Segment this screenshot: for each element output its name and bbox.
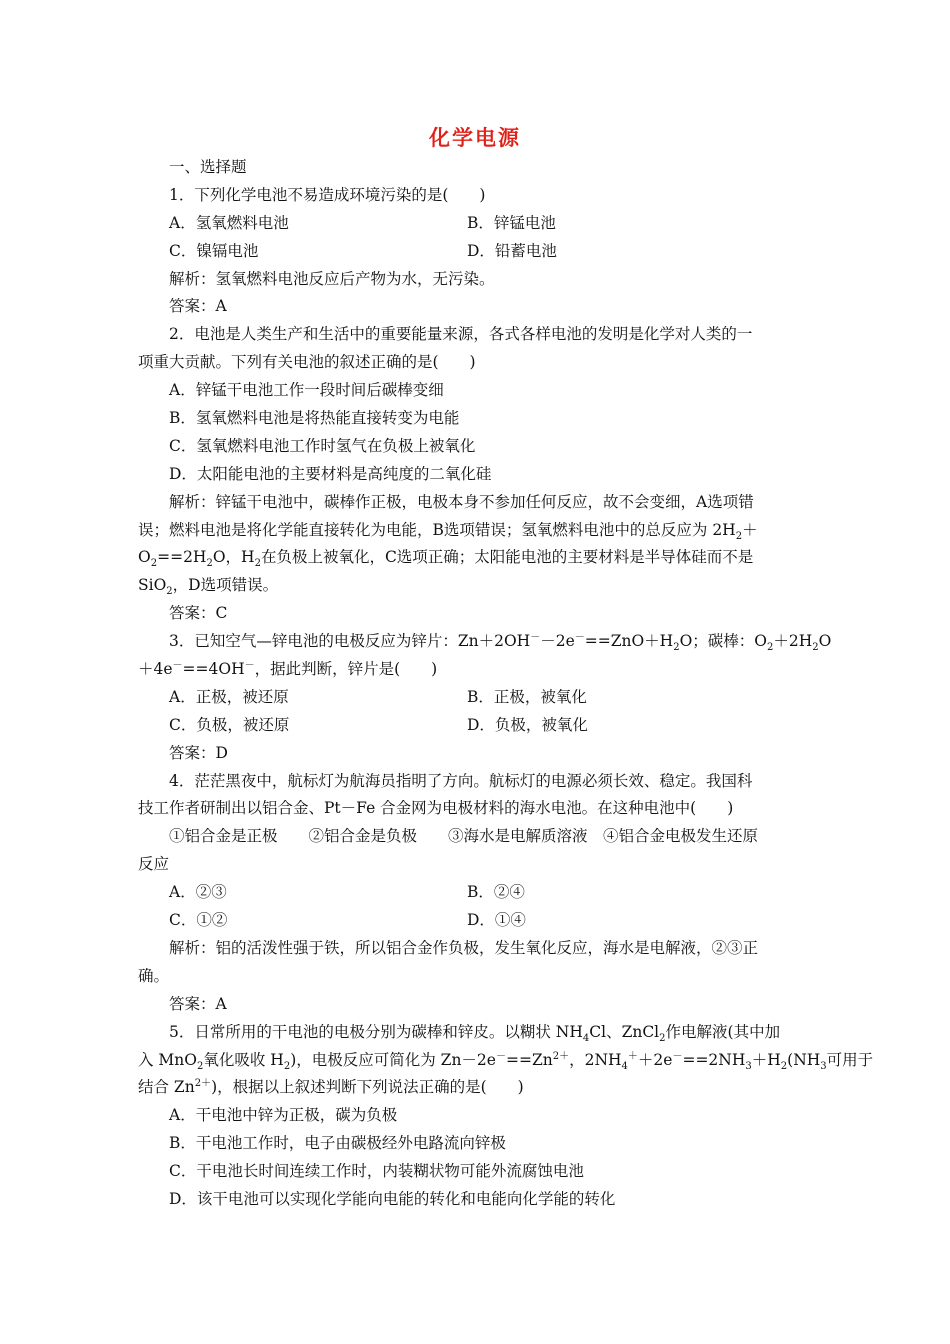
question-2-stem-line-2: 项重大贡献。下列有关电池的叙述正确的是( ) xyxy=(138,353,476,372)
question-2-option-d: D．太阳能电池的主要材料是高纯度的二氧化硅 xyxy=(169,464,492,483)
question-2-option-c: C．氢氧燃料电池工作时氢气在负极上被氧化 xyxy=(169,436,476,455)
question-5-stem-line-3: 结合 $Zn^{2+}$)，根据以上叙述判断下列说法正确的是( ) xyxy=(138,1078,524,1097)
question-5-option-a: A．干电池中锌为正极，碳为负极 xyxy=(169,1106,398,1125)
question-4-options-row-2 xyxy=(138,907,814,935)
question-3-stem-line-1: 3．已知空气—锌电池的电极反应为锌片：$Zn+2OH^--2e^-==ZnO+H_2O$；碳棒：$O_2+2H_2O$ xyxy=(169,631,832,654)
question-1-option-a: A．氢氧燃料电池 xyxy=(169,213,289,232)
question-4-stem-line-1: 4．茫茫黑夜中，航标灯为航海员指明了方向。航标灯的电源必须长效、稳定。我国科 xyxy=(169,771,753,790)
question-2-answer: 答案：C xyxy=(169,604,228,623)
question-2-analysis-line-4: SiO$_2$，D选项错误。 xyxy=(138,576,279,598)
question-2-analysis-line-1: 解析：锌锰干电池中，碳棒作正极，电极本身不参加任何反应，故不会变细，A选项错 xyxy=(169,492,754,511)
question-2-analysis-line-3: $O_2==2H_2O$，$H_2$在负极上被氧化，C选项正确；太阳能电池的主要材料是半导体硅而不是 xyxy=(138,548,754,570)
question-4-options-row-1 xyxy=(138,879,814,907)
question-3-options-row-2 xyxy=(138,712,814,740)
question-1-analysis: 解析：氢氧燃料电池反应后产物为水，无污染。 xyxy=(169,269,495,288)
question-3-option-c: C．负极，被还原 xyxy=(169,715,290,734)
question-1-option-c: C．镍镉电池 xyxy=(169,241,259,260)
question-1-options-row-1 xyxy=(138,210,814,238)
question-3-stem-line-2: ＋4e－==4OH－，据此判断，锌片是( ) xyxy=(138,659,438,679)
question-5-option-d: D．该干电池可以实现化学能向电能的转化和电能向化学能的转化 xyxy=(169,1189,616,1208)
question-3-options-row-1 xyxy=(138,684,814,712)
question-4-answer: 答案：A xyxy=(169,994,227,1013)
question-3-option-a: A．正极，被还原 xyxy=(169,687,289,706)
question-4-analysis-line-2: 确。 xyxy=(138,966,170,985)
question-4-option-a: A．②③ xyxy=(169,883,227,902)
document-body xyxy=(138,154,874,1214)
question-4-option-c: C．①② xyxy=(169,911,228,930)
question-3-option-d: D．负极，被氧化 xyxy=(467,715,588,734)
question-5-option-b: B．干电池工作时，电子由碳极经外电路流向锌极 xyxy=(169,1134,506,1153)
question-2-option-a: A．锌锰干电池工作一段时间后碳棒变细 xyxy=(169,381,444,400)
question-2-stem-line-1: 2．电池是人类生产和生活中的重要能量来源，各式各样电池的发明是化学对人类的一 xyxy=(169,325,753,344)
question-4-option-d: D．①④ xyxy=(467,911,526,930)
page-title: 化学电源 xyxy=(429,126,521,150)
question-4-items-line-2: 反应 xyxy=(138,855,170,874)
question-1-option-d: D．铅蓄电池 xyxy=(467,241,557,260)
question-1-option-b: B．锌锰电池 xyxy=(467,213,556,232)
question-3-option-b: B．正极，被氧化 xyxy=(467,687,587,706)
question-1-options-row-2 xyxy=(138,238,814,266)
question-4-analysis-line-1: 解析：铝的活泼性强于铁，所以铝合金作负极，发生氧化反应，海水是电解液，②③正 xyxy=(169,938,759,957)
question-5-option-c: C．干电池长时间连续工作时，内装糊状物可能外流腐蚀电池 xyxy=(169,1162,584,1181)
question-4-items-line-1: ①铝合金是正极 ②铝合金是负极 ③海水是电解质溶液 ④铝合金电极发生还原 xyxy=(169,827,759,846)
question-5-stem-line-1: 5．日常所用的干电池的电极分别为碳棒和锌皮。以糊状 $NH_4Cl$、ZnCl$_2$作电解液(其中加 xyxy=(169,1022,781,1044)
question-1-answer: 答案：A xyxy=(169,297,227,316)
question-3-answer: 答案：D xyxy=(169,743,228,762)
question-1-stem: 1．下列化学电池不易造成环境污染的是( ) xyxy=(169,185,486,204)
question-4-stem-line-2: 技工作者研制出以铝合金、Pt－Fe 合金网为电极材料的海水电池。在这种电池中( ) xyxy=(138,799,734,818)
question-5-stem-line-2: 入 MnO$_2$氧化吸收 $H_2$)，电极反应可简化为 $Zn-2e^-==Zn^{2+}$，$2NH_4^++2e^-==2NH_3+H_2(NH_3$可用于 xyxy=(138,1050,874,1072)
question-2-analysis-line-2: 误；燃料电池是将化学能直接转化为电能，B选项错误；氢氧燃料电池中的总反应为 $2H_2+$ xyxy=(138,520,758,542)
question-2-option-b: B．氢氧燃料电池是将热能直接转变为电能 xyxy=(169,409,460,428)
question-4-option-b: B．②④ xyxy=(467,883,525,902)
section-heading: 一、选择题 xyxy=(169,158,247,176)
